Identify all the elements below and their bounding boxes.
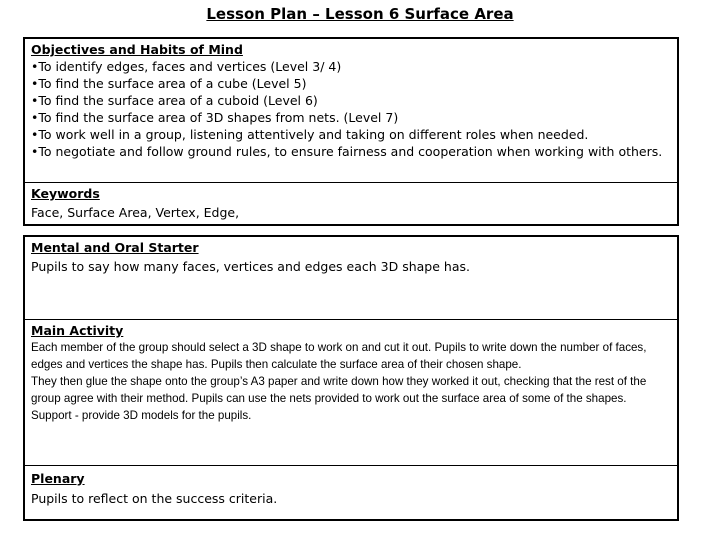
objective-item: • To find the surface area of 3D shapes from nets. (Level 7): [31, 109, 671, 126]
keywords-section: [25, 183, 677, 224]
plenary-section: [25, 466, 677, 519]
objective-item: • To identify edges, faces and vertices (Level 3/ 4): [31, 58, 671, 75]
plenary-text: Pupils to reflect on the success criteria.: [31, 491, 278, 506]
main-activity-section: [25, 320, 677, 466]
objectives-keywords-table: [23, 37, 679, 226]
keywords-text: Face, Surface Area, Vertex, Edge,: [31, 205, 240, 220]
starter-heading: Mental and Oral Starter: [31, 240, 199, 255]
main-activity-support: Support - provide 3D models for the pupils.: [31, 409, 252, 422]
objective-item: • To negotiate and follow ground rules, to ensure fairness and cooperation when working with others.: [31, 143, 671, 160]
starter-section: [25, 237, 677, 320]
objectives-list: [31, 58, 671, 160]
objectives-section: [25, 39, 677, 183]
objective-item: • To find the surface area of a cube (Level 5): [31, 75, 671, 92]
objectives-heading: Objectives and Habits of Mind: [31, 42, 243, 57]
plenary-heading: Plenary: [31, 471, 85, 486]
main-activity-paragraph: Each member of the group should select a 3D shape to work on and cut it out. Pupils to write down the number of faces, edges and vertices the shape has. Pupils then calculate the surface area of their chosen shape.: [31, 341, 647, 371]
objective-item: • To find the surface area of a cuboid (Level 6): [31, 92, 671, 109]
main-activity-paragraph: They then glue the shape onto the group’s A3 paper and write down how they worked it out, checking that the rest of the group agree with their method. Pupils can use the nets provided to work out the surface area of some of the shapes.: [31, 375, 647, 405]
keywords-heading: Keywords: [31, 186, 100, 201]
objective-item: • To work well in a group, listening attentively and taking on different roles when needed.: [31, 126, 671, 143]
activities-table: [23, 235, 679, 521]
starter-text: Pupils to say how many faces, vertices and edges each 3D shape has.: [31, 259, 470, 274]
page-title: Lesson Plan – Lesson 6 Surface Area: [206, 5, 514, 23]
main-activity-heading: Main Activity: [31, 323, 124, 338]
